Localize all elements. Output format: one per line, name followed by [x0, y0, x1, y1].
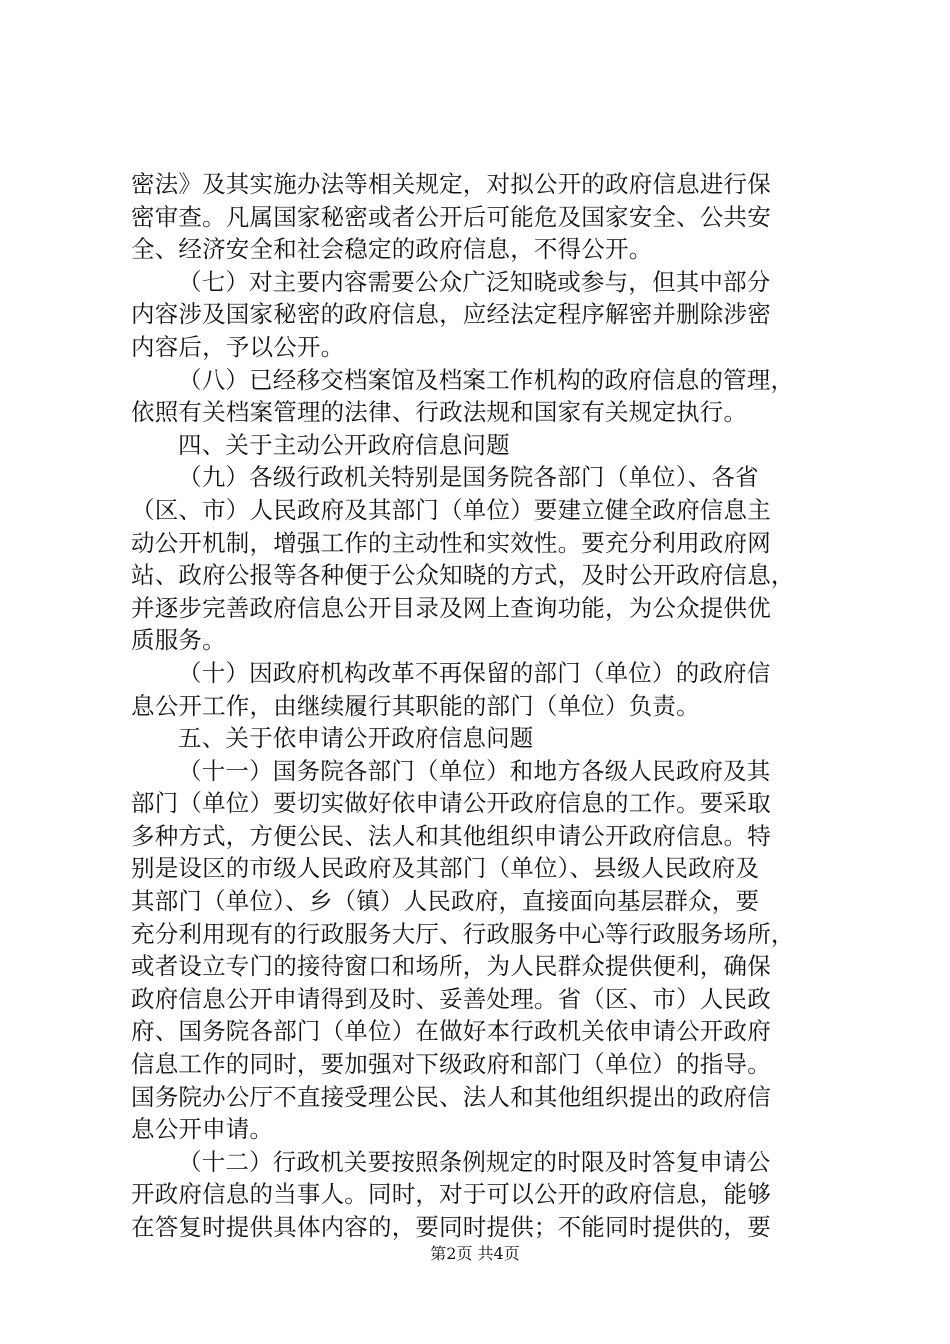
text-line: 密法》及其实施办法等相关规定，对拟公开的政府信息进行保 [131, 170, 771, 198]
paragraph-start-line: （十一）国务院各部门（单位）和地方各级人民政府及其 [178, 756, 771, 785]
text-line: 依照有关档案管理的法律、行政法规和国家有关规定执行。 [131, 398, 748, 427]
text-line: 动公开机制，增强工作的主动性和实效性。要充分利用政府网 [131, 528, 771, 557]
paragraph-start-line: （九）各级行政机关特别是国务院各部门（单位）、各省 [178, 463, 759, 492]
text-line: 站、政府公报等各种便于公众知晓的方式，及时公开政府信息， [131, 561, 795, 590]
text-line: 内容涉及国家秘密的政府信息，应经法定程序解密并删除涉密 [131, 300, 771, 329]
text-line: 并逐步完善政府信息公开目录及网上查询功能，为公众提供优 [131, 593, 771, 622]
text-line: 质服务。 [131, 626, 226, 655]
text-line: 充分利用现有的行政服务大厅、行政服务中心等行政服务场所， [131, 919, 795, 948]
paragraph-start-line: （七）对主要内容需要公众广泛知晓或参与，但其中部分 [178, 267, 771, 296]
text-line: 信息工作的同时，要加强对下级政府和部门（单位）的指导。 [131, 1050, 771, 1079]
text-line: （区、市）人民政府及其部门（单位）要建立健全政府信息主 [131, 495, 771, 524]
text-line: 政府信息公开申请得到及时、妥善处理。省（区、市）人民政 [131, 984, 771, 1013]
text-line: 内容后，予以公开。 [131, 332, 345, 361]
page-footer: 第2页 共4页 [430, 1244, 520, 1263]
text-line: 全、经济安全和社会稳定的政府信息，不得公开。 [131, 235, 653, 264]
paragraph-start-line: （十二）行政机关要按照条例规定的时限及时答复申请公 [178, 1147, 771, 1176]
paragraph-start-line: （八）已经移交档案馆及档案工作机构的政府信息的管理， [178, 365, 795, 394]
text-line: 府、国务院各部门（单位）在做好本行政机关依申请公开政府 [131, 1017, 771, 1046]
text-line: 部门（单位）要切实做好依申请公开政府信息的工作。要采取 [131, 789, 771, 818]
text-line: 息公开工作，由继续履行其职能的部门（单位）负责。 [131, 691, 700, 720]
text-line: 国务院办公厅不直接受理公民、法人和其他组织提出的政府信 [131, 1082, 771, 1111]
text-line: 密审查。凡属国家秘密或者公开后可能危及国家安全、公共安 [131, 202, 771, 231]
text-line: 在答复时提供具体内容的，要同时提供；不能同时提供的，要 [131, 1213, 771, 1241]
text-line: 息公开申请。 [131, 1115, 274, 1144]
text-line: 其部门（单位）、乡（镇）人民政府，直接面向基层群众，要 [131, 887, 760, 916]
document-body [131, 168, 831, 1244]
text-line: 或者设立专门的接待窗口和场所，为人民群众提供便利，确保 [131, 952, 771, 981]
paragraph-start-line: 五、关于依申请公开政府信息问题 [178, 724, 534, 753]
text-line: 多种方式，方便公民、法人和其他组织申请公开政府信息。特 [131, 821, 771, 850]
text-line: 开政府信息的当事人。同时，对于可以公开的政府信息，能够 [131, 1180, 771, 1209]
paragraph-start-line: 四、关于主动公开政府信息问题 [178, 430, 510, 459]
paragraph-start-line: （十）因政府机构改革不再保留的部门（单位）的政府信 [178, 658, 771, 687]
text-line: 别是设区的市级人民政府及其部门（单位）、县级人民政府及 [131, 854, 760, 883]
